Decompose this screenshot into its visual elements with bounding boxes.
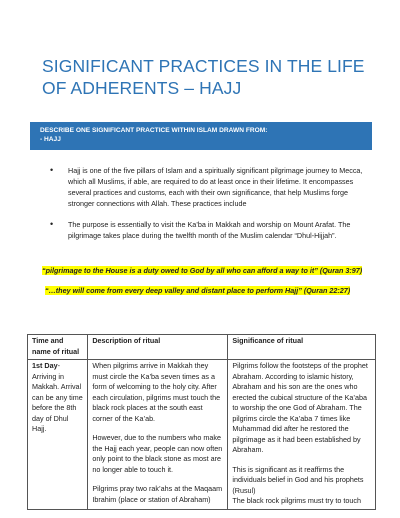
significance-paragraph: Pilgrims follow the footsteps of the prophet Abraham. According to islamic history, Abraham and his son are the ones who erected the cubical structure of the Ka’aba to worship the one God of Abraham. The pilgrims circle the Ka’aba 7 times like Muhammad did after he restored the pilgrimage as it had been established by Abraham.: [232, 361, 368, 454]
bullet-text: Hajj is one of the five pillars of Islam and a spiritually significant pilgrimage journey to Mecca, which all Muslims, if able, are required to do at least once in their lifetime. It encompasses several practices and customs, each with their own significance, that help Muslims forge stronger connections with Allah. These practices include: [68, 166, 363, 208]
bullet-item: [42, 219, 367, 241]
description-cell: [88, 360, 228, 510]
significance-cell: [228, 360, 376, 510]
quote-text: “pilgrimage to the House is a duty owed to God by all who can afford a way to it” (Quran 3:97): [42, 266, 363, 275]
description-paragraph: However, due to the numbers who make the Hajj each year, people can now often only point to the black stone as most are no longer able to touch it.: [92, 433, 223, 474]
description-paragraph: Pilgrims pray two rak’ahs at the Maqaam Ibrahim (place or station of Abraham): [92, 484, 223, 504]
significance-paragraph: This is significant as it reaffirms the individuals belief in God and his prophets (Rusul): [232, 464, 364, 495]
page-title: SIGNIFICANT PRACTICES IN THE LIFE OF ADHERENTS – HAJJ: [42, 56, 365, 98]
description-paragraph: When pilgrims arrive in Makkah they must circle the Ka’ba seven times as a form of welcoming to the holy city. After each circulation, pilgrims must touch the black rock places at the south east corner of the Ka’ab.: [92, 361, 221, 423]
ritual-time: - Arriving in Makkah. Arrival can be any time before the 8th day of Dhul Hajj.: [32, 361, 83, 433]
quote-text: “…they will come from every deep valley and distant place to perform Hajj” (Quran 22:27): [45, 286, 351, 295]
bullet-text: The purpose is essentially to visit the Ka’ba in Makkah and worship on Mount Arafat. The pilgrimage takes place during the twelfth month of the Muslim calendar “Dhul-Hijjah”.: [68, 220, 351, 240]
bullet-dot-icon: •: [50, 219, 54, 229]
ritual-day: 1st Day: [32, 361, 58, 370]
banner-line-2: - HAJJ: [40, 135, 61, 143]
column-header: Description of ritual: [88, 335, 228, 360]
bullet-list: [42, 165, 367, 251]
quran-quote: [45, 286, 350, 296]
column-header: Significance of ritual: [228, 335, 376, 360]
question-banner: [30, 122, 372, 150]
rituals-table: [27, 334, 376, 510]
bullet-dot-icon: •: [50, 165, 54, 175]
column-header: Time and name of ritual: [28, 335, 88, 360]
banner-line-1: DESCRIBE ONE SIGNIFICANT PRACTICE WITHIN ISLAM DRAWN FROM:: [40, 127, 268, 134]
time-cell: [28, 360, 88, 510]
table-header-row: [28, 335, 376, 360]
significance-paragraph: The black rock pilgrims must try to touch: [232, 496, 361, 505]
bullet-item: [42, 165, 367, 209]
quran-quote: [42, 266, 362, 276]
table-row: [28, 360, 376, 510]
